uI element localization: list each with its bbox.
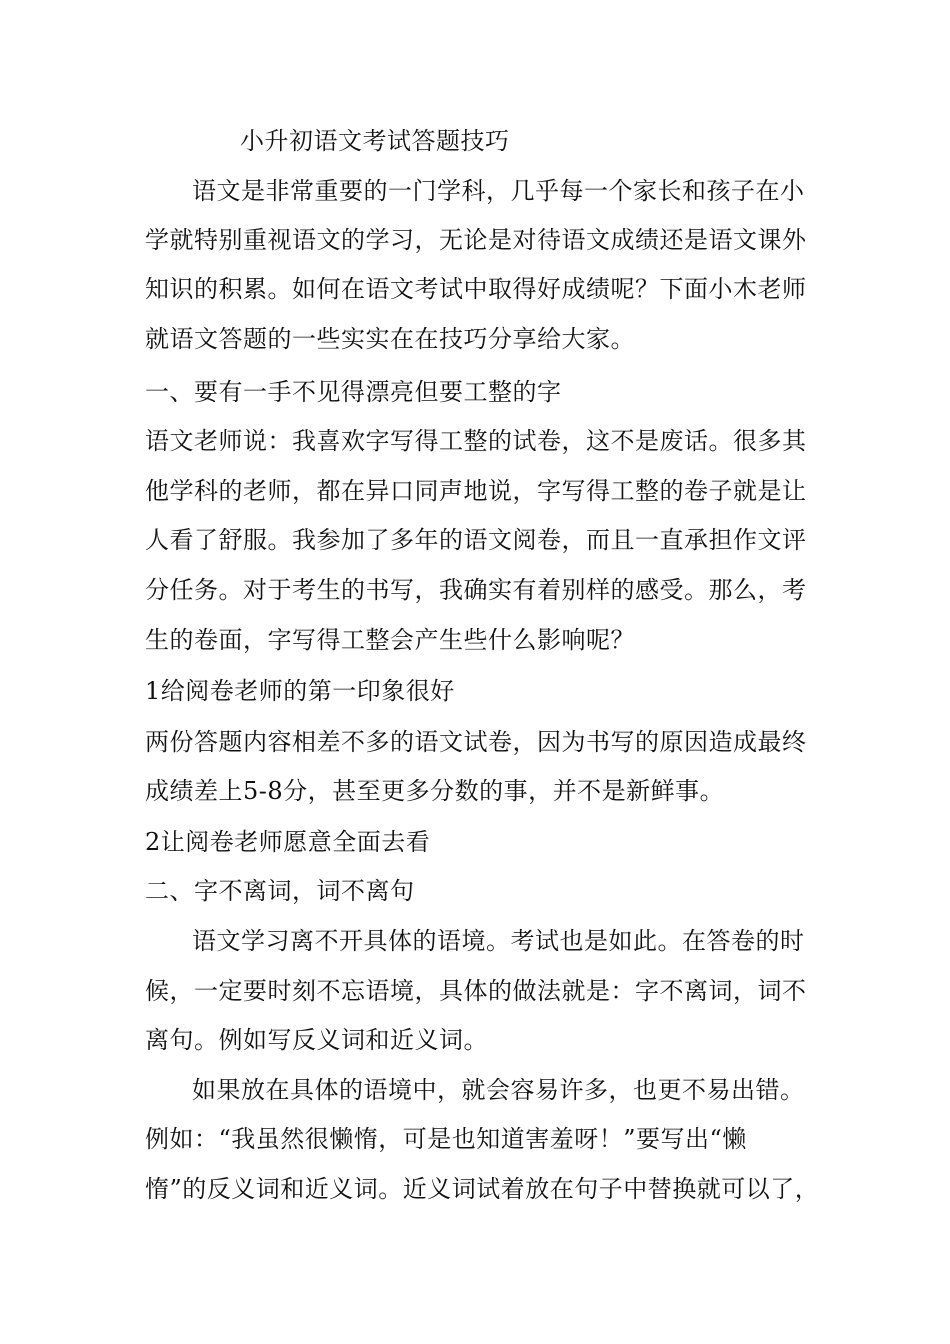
subsection-heading: 1给阅卷老师的第一印象很好 xyxy=(145,677,455,705)
subsection-heading: 2让阅卷老师愿意全面去看 xyxy=(145,828,431,856)
paragraph-line: 生的卷面，字写得工整会产生些什么影响呢？ xyxy=(145,626,635,654)
paragraph-line: 例如：“我虽然很懒惰，可是也知道害羞呀！”要写出“懒 xyxy=(145,1125,747,1153)
paragraph-line: 学就特别重视语文的学习，无论是对待语文成绩还是语文课外 xyxy=(145,226,807,254)
paragraph-line: 他学科的老师，都在异口同声地说，字写得工整的卷子就是让 xyxy=(145,477,807,505)
paragraph-line: 语文学习离不开具体的语境。考试也是如此。在答卷的时 xyxy=(192,927,805,955)
paragraph-line: 知识的积累。如何在语文考试中取得好成绩呢？下面小木老师 xyxy=(145,275,807,303)
paragraph-line: 分任务。对于考生的书写，我确实有着别样的感受。那么，考 xyxy=(145,576,807,604)
paragraph-line: 成绩差上5-8分，甚至更多分数的事，并不是新鲜事。 xyxy=(145,777,725,805)
paragraph-line: 语文老师说：我喜欢字写得工整的试卷，这不是废话。很多其 xyxy=(145,427,807,455)
paragraph-line: 两份答题内容相差不多的语文试卷，因为书写的原因造成最终 xyxy=(145,728,807,756)
section-heading: 二、字不离词，词不离句 xyxy=(145,877,415,905)
paragraph-line: 如果放在具体的语境中，就会容易许多，也更不易出错。 xyxy=(192,1076,805,1104)
paragraph-line: 离句。例如写反义词和近义词。 xyxy=(145,1026,488,1054)
section-heading: 一、要有一手不见得漂亮但要工整的字 xyxy=(145,378,562,406)
paragraph-line: 语文是非常重要的一门学科，几乎每一个家长和孩子在小 xyxy=(192,177,805,205)
paragraph-line: 就语文答题的一些实实在在技巧分享给大家。 xyxy=(145,325,635,353)
paragraph-line: 人看了舒服。我参加了多年的语文阅卷，而且一直承担作文评 xyxy=(145,526,807,554)
paragraph-line: 惰”的反义词和近义词。近义词试着放在句子中替换就可以了， xyxy=(145,1175,820,1203)
document-title: 小升初语文考试答题技巧 xyxy=(240,127,510,155)
paragraph-line: 候，一定要时刻不忘语境，具体的做法就是：字不离词，词不 xyxy=(145,977,807,1005)
